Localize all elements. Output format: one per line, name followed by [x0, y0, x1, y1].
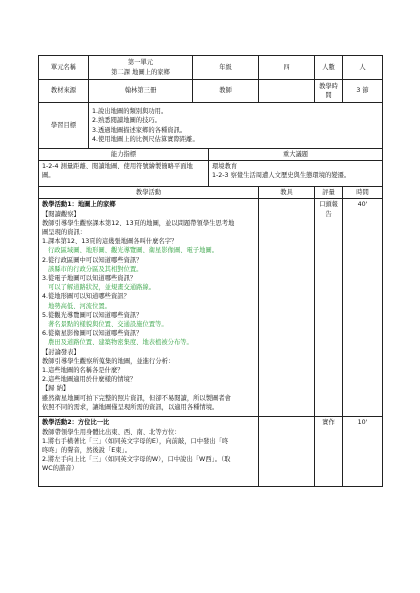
- activity2-line: 2.將左手向上比「三」（如同英文字母的W），口中說出「W西」。（取: [42, 456, 231, 464]
- objectives-label: 學習目標: [39, 103, 89, 149]
- answer-item: 著名景點的樣貌與位置、交通設施位置等。: [48, 321, 168, 329]
- major-issue-label: 重大議題: [209, 149, 383, 161]
- grade-label: 年級: [193, 56, 259, 80]
- teacher-label: 教師: [193, 80, 259, 103]
- section-heading: 【討論發表】: [42, 348, 80, 356]
- answer-item: 農田及道路位置、建築物密集度、地表植被分布等。: [48, 339, 193, 347]
- time-value: 3 節: [343, 80, 383, 103]
- answer-item: 可以了解道路狀況，並規畫交通路線。: [48, 284, 156, 292]
- answer-item: 行政區域圖、地形圖、觀光導覽圖、衛星影像圖、電子地圖。: [48, 247, 219, 255]
- objective-item: 2.熟悉閱讀地圖的技巧。: [92, 117, 161, 125]
- unit-label: 單元名稱: [39, 56, 89, 80]
- activity2-line: 教師帶領學生用身體比出東、西、南、北等方位：: [42, 428, 181, 436]
- objectives-row: [39, 103, 383, 149]
- objective-item: 1.說出地圖的類別與功用。: [92, 108, 168, 116]
- issue-line1: 環境教育: [212, 163, 238, 171]
- summary-line: 雖然衛星地圖可拍下完整的照片資訊，但卻不易閱讀，所以製圖者會: [42, 394, 231, 402]
- activity1-content: [39, 199, 259, 417]
- question-item: 4.從地形圖可以知道哪些資訊？: [42, 293, 130, 301]
- activity1-row: [39, 199, 383, 417]
- source-value: 翰林第三冊: [89, 80, 193, 103]
- grade-value: 四: [259, 56, 315, 80]
- header-row-source: [39, 80, 383, 103]
- activity2-title: 教學活動2：方位比一比: [42, 419, 110, 427]
- summary-line: 依照不同的需求，讓地圖僅呈現所需的資訊，以適用各種情境。: [42, 403, 219, 411]
- indicators-content-row: [39, 161, 383, 187]
- students-unit: 人: [343, 56, 383, 80]
- section-heading: 【歸 納】: [42, 385, 70, 393]
- discussion-line: 1.這些地圖的名稱各是什麼？: [42, 367, 124, 375]
- major-issue-cell: [209, 161, 383, 187]
- lesson-plan-table: [38, 55, 383, 487]
- col-assessment: 評量: [315, 187, 343, 199]
- objectives-list: [89, 103, 383, 149]
- activity1-aids: [259, 199, 315, 417]
- issue-line2: 1-2-3 察覺生活周遭人文歷史與生態環境的變遷。: [212, 172, 351, 180]
- question-item: 6.從衛星影像圖可以知道哪些資訊？: [42, 330, 143, 338]
- ability-indicator-label: 能力指標: [39, 149, 209, 161]
- answer-item: 地勢高低、河流位置。: [48, 302, 111, 310]
- col-aids: 教具: [259, 187, 315, 199]
- source-label: 教材來源: [39, 80, 89, 103]
- indicators-header-row: [39, 149, 383, 161]
- activity-column-header-row: [39, 187, 383, 199]
- question-item: 1.課本第12、13頁的這幾張地圖各叫什麼名字？: [42, 238, 178, 246]
- time-label: 教學時間: [315, 80, 343, 103]
- section-heading: 【閱讀觀察】: [42, 210, 80, 218]
- answer-item: 該縣市的行政分區及其相對位置。: [48, 265, 143, 273]
- activity2-content: [39, 417, 259, 487]
- students-label: 人數: [315, 56, 343, 80]
- teacher-value: [259, 80, 315, 103]
- activity1-assessment: 口頭報告: [315, 199, 343, 417]
- col-activity: 教學活動: [39, 187, 259, 199]
- activity2-line: 咚咚」的聲音，然後說「E東」。: [42, 447, 131, 455]
- unit-line2: 第二課 地圖上的家鄉: [111, 68, 170, 76]
- unit-name-cell: [89, 56, 193, 80]
- header-row-unit: [39, 56, 383, 80]
- activity2-row: [39, 417, 383, 487]
- question-item: 2.從行政區圖中可以知道哪些資訊？: [42, 256, 143, 264]
- activity1-time: 40': [343, 199, 383, 417]
- question-item: 5.從觀光導覽圖可以知道哪些資訊？: [42, 311, 143, 319]
- unit-line1: 第一單元: [127, 59, 154, 67]
- col-time: 時間: [343, 187, 383, 199]
- discussion-line: 2.這些地圖適用於什麼樣的情境？: [42, 376, 137, 384]
- ability-indicator-text: 1-2-4 測量距離、閱讀地圖、使用符號繪製簡略平面地圖。: [39, 161, 209, 187]
- activity2-aids: [259, 417, 315, 487]
- activity1-intro: 圖呈現的資訊：: [42, 229, 87, 237]
- discussion-line: 教師引導學生觀察所蒐集的地圖，並進行分析：: [42, 357, 175, 365]
- activity2-time: 10': [343, 417, 383, 487]
- activity1-title: 教學活動1：地圖上的家鄉: [42, 201, 116, 209]
- activity1-intro: 教師引導學生觀察課本第12、13頁的地圖，並以問題帶領學生思考地: [42, 219, 235, 227]
- activity2-assessment: 實作: [315, 417, 343, 487]
- objective-item: 4.使用地圖上的比例尺估算實際距離。: [92, 135, 199, 143]
- question-item: 3.從電子地圖可以知道哪些資訊？: [42, 275, 137, 283]
- objective-item: 3.透過地圖描述家鄉的各種資訊。: [92, 126, 187, 134]
- activity2-line: WC的諧音）: [42, 465, 78, 473]
- activity2-line: 1.將右手橫著比「三」（如同英文字母的E），向前敲，口中發出「咚: [42, 437, 229, 445]
